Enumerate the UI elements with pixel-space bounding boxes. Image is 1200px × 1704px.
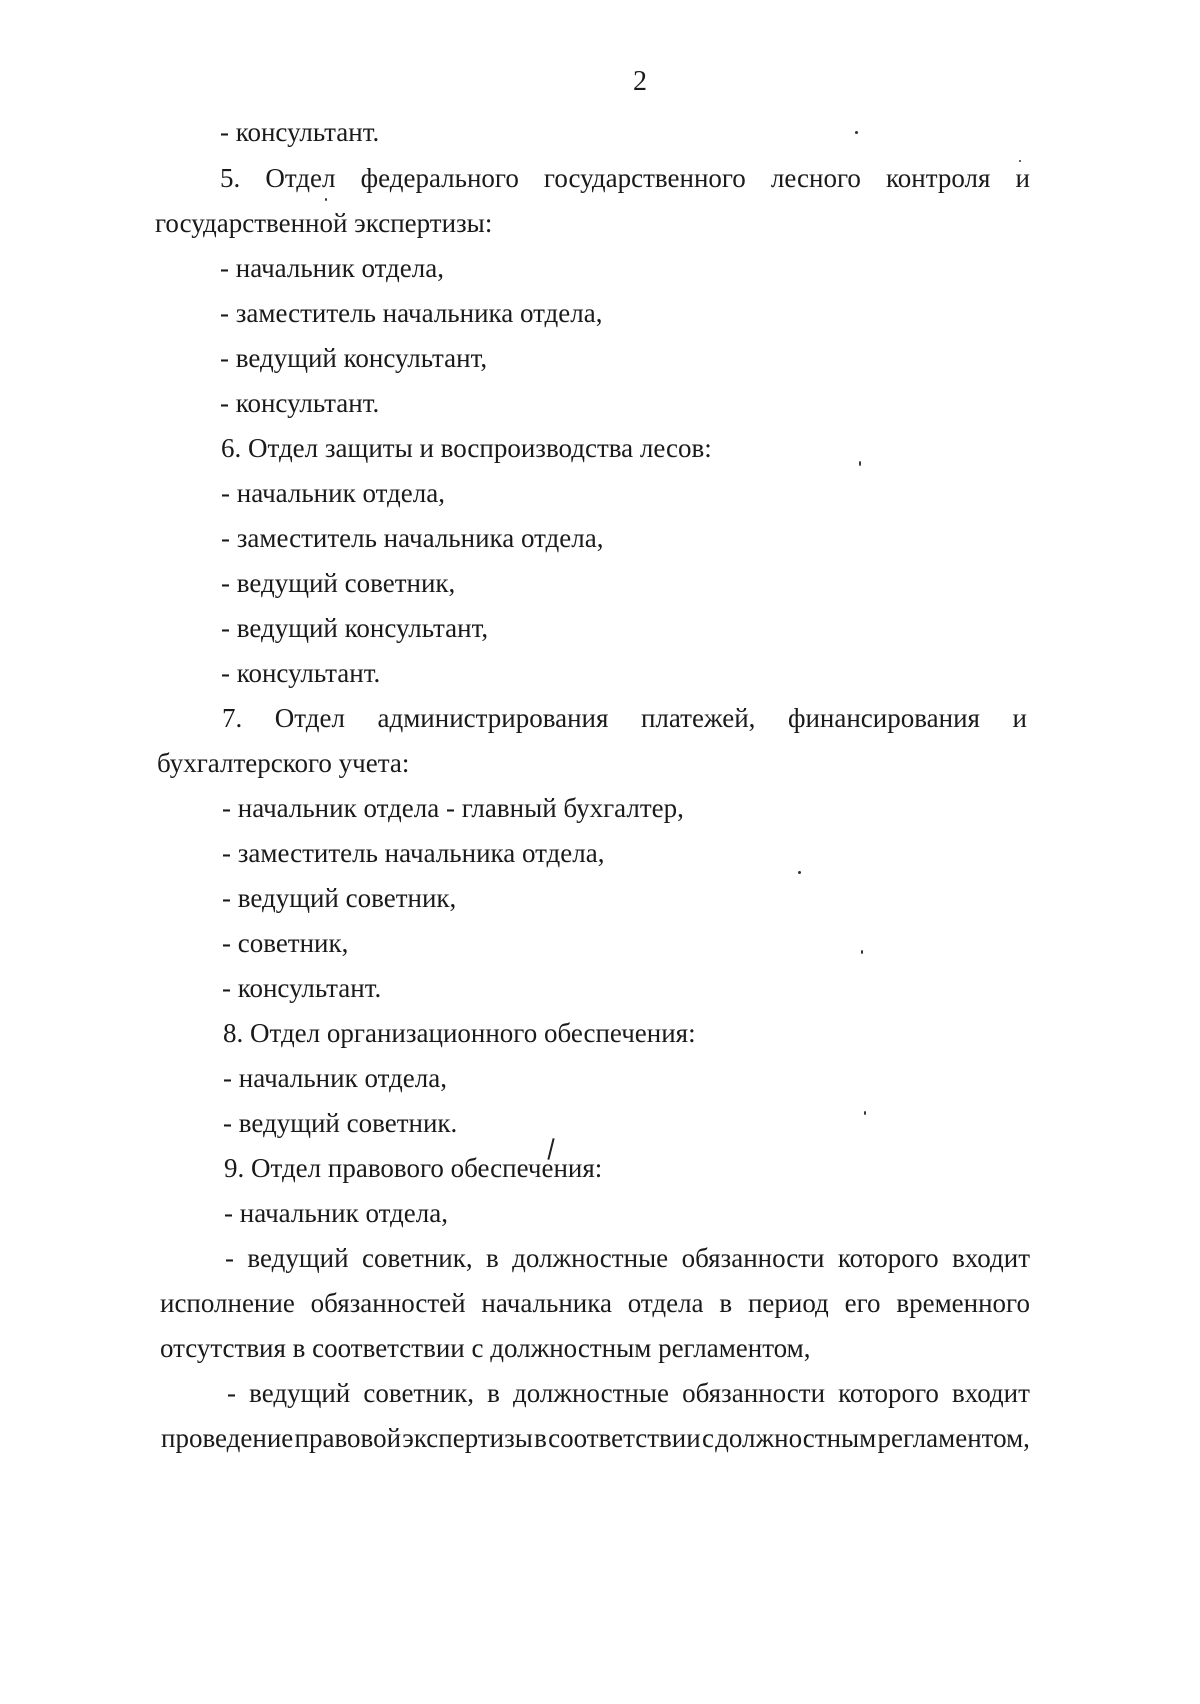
word: начальника — [481, 1288, 612, 1318]
word: должностные — [512, 1378, 669, 1408]
section-heading: 8. Отдел организационного обеспечения: — [223, 1018, 696, 1048]
word: правовой — [294, 1423, 402, 1453]
word: его — [844, 1288, 881, 1318]
word: 7. — [222, 703, 243, 733]
word: экспертизы — [402, 1423, 533, 1453]
list-item: - начальник отдела, — [224, 1198, 448, 1228]
justified-line — [222, 701, 1027, 735]
word: в — [486, 1243, 499, 1273]
scan-speck — [859, 461, 861, 466]
page-number: 2 — [633, 66, 647, 97]
word: и — [1012, 703, 1027, 733]
word: исполнение — [160, 1288, 295, 1318]
word: в — [487, 1378, 500, 1408]
word: финансирования — [787, 703, 980, 733]
word: Отдел — [265, 163, 336, 193]
word: в — [534, 1423, 547, 1453]
word: период — [747, 1288, 829, 1318]
list-item: - начальник отдела - главный бухгалтер, — [222, 793, 684, 823]
list-item: - ведущий консультант, — [221, 613, 489, 643]
word: государственного — [543, 163, 746, 193]
word: контроля — [886, 163, 991, 193]
word: временного — [896, 1288, 1030, 1318]
scan-speck — [1019, 160, 1021, 162]
list-item: - советник, — [222, 928, 349, 958]
word: - — [227, 1378, 236, 1408]
list-item: - начальник отдела, — [221, 478, 445, 508]
scan-speck — [864, 1111, 866, 1115]
word: должностным — [715, 1423, 877, 1453]
list-item: - ведущий советник. — [223, 1108, 458, 1138]
word: с — [701, 1423, 714, 1453]
word: входит — [952, 1243, 1030, 1273]
word: ведущий — [247, 1243, 349, 1273]
justified-line — [227, 1376, 1030, 1410]
list-item: - ведущий советник, — [222, 883, 457, 913]
word: соответствии — [548, 1423, 701, 1453]
scan-speck — [855, 131, 858, 134]
word: федерального — [360, 163, 519, 193]
word: - — [225, 1243, 234, 1273]
word: обязанностей — [310, 1288, 466, 1318]
word: ведущий — [249, 1378, 351, 1408]
word: в — [719, 1288, 733, 1318]
list-item: - начальник отдела, — [223, 1063, 447, 1093]
word: и — [1015, 163, 1030, 193]
word: Отдел — [274, 703, 345, 733]
word: которого — [837, 1243, 939, 1273]
justified-line — [225, 1241, 1030, 1275]
section-heading: 9. Отдел правового обеспечения: — [224, 1153, 603, 1183]
list-item: - заместитель начальника отдела, — [222, 838, 605, 868]
word: платежей, — [640, 703, 756, 733]
list-item: - начальник отдела, — [220, 253, 444, 283]
word: входит — [951, 1378, 1030, 1408]
list-item: - консультант. — [222, 973, 382, 1003]
word: обязанности — [682, 1378, 826, 1408]
text-line: государственной экспертизы: — [155, 208, 493, 238]
list-item: - заместитель начальника отдела, — [220, 298, 603, 328]
word: должностные — [512, 1243, 669, 1273]
word: лесного — [770, 163, 861, 193]
list-item: - ведущий советник, — [221, 568, 456, 598]
word: советник, — [361, 1243, 473, 1273]
word: регламентом, — [877, 1423, 1030, 1453]
scan-speck — [798, 871, 801, 874]
list-item: - заместитель начальника отдела, — [221, 523, 604, 553]
text-line: отсутствия в соответствии с должностным регламентом, — [160, 1333, 811, 1363]
word: проведение — [161, 1423, 294, 1453]
section-heading: 6. Отдел защиты и воспроизводства лесов: — [221, 433, 712, 463]
list-item: - консультант. — [221, 658, 381, 688]
justified-line — [161, 1421, 1030, 1455]
word: администрирования — [377, 703, 609, 733]
list-item: - ведущий консультант, — [220, 343, 488, 373]
word: отдела — [627, 1288, 704, 1318]
word: обязанности — [681, 1243, 825, 1273]
word: которого — [838, 1378, 939, 1408]
text-line: бухгалтерского учета: — [157, 748, 410, 778]
list-item: - консультант. — [220, 388, 380, 418]
justified-line — [160, 1286, 1030, 1320]
word: советник, — [363, 1378, 474, 1408]
justified-line — [220, 161, 1030, 195]
word: 5. — [220, 163, 241, 193]
text-line: - консультант. — [220, 117, 380, 147]
scan-speck — [325, 198, 327, 201]
scan-speck — [861, 950, 863, 954]
